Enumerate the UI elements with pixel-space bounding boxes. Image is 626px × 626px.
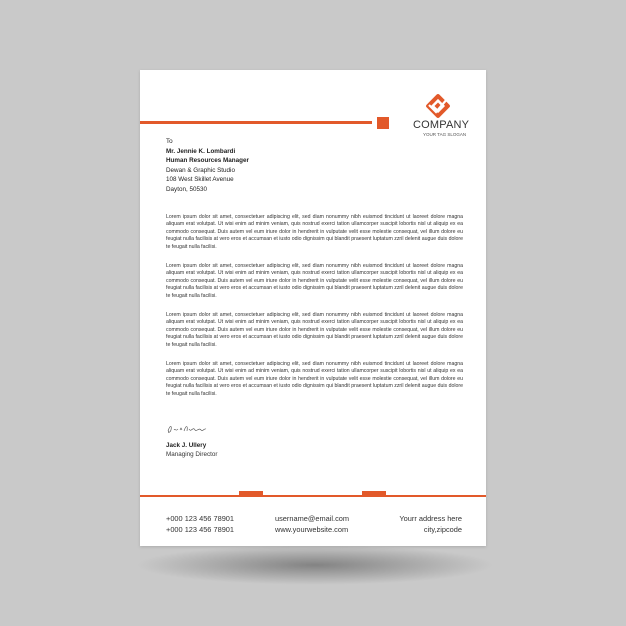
header-rule [140,121,372,124]
company-logo-icon [423,91,453,121]
recipient-street: 108 West Skillet Avenue [166,176,234,184]
company-name: COMPANY [413,119,470,131]
signer-name: Jack J. Ullery [166,442,207,449]
recipient-position: Human Resources Manager [166,157,249,165]
recipient-block [166,137,249,195]
signer-title: Managing Director [166,451,218,458]
body-paragraph: Lorem ipsum dolor sit amet, consectetuer adipiscing elit, sed diam nonummy nibh euismod tincidunt ut laoreet dolore magna aliquam erat volutpat. Ut wisi enim ad minim veniam, quis nostrud exerci tation ullamcorper suscipit lobortis nisl ut aliquip ex ea commodo consequat. Duis autem vel eum iriure dolor in hendrerit in vulputate velit esse molestie consequat, vel illum dolore eu feugiat nulla facilisis at vero eros et accumsan et iusto odio dignissim qui blandit praesent luptatum zzril delenit augue duis dolore te feugait nulla facilisi. [166,312,463,348]
company-slogan: YOUR TAG SLOGAN [423,132,467,137]
footer-phones [166,513,234,535]
recipient-to: To [166,138,173,145]
phone-number: +000 123 456 78901 [166,514,235,523]
footer-address [399,513,462,535]
recipient-name: Mr. Jennie K. Lombardi [166,147,236,155]
street-address: Yourr address here [399,514,462,523]
footer-accent-block [362,491,386,497]
recipient-city: Dayton, 50530 [166,185,207,193]
page-shadow [135,545,495,585]
phone-number: +000 123 456 78901 [166,525,235,534]
email-address: username@email.com [275,514,350,523]
letterhead-page [140,70,486,546]
header-square [377,117,389,129]
body-paragraph: Lorem ipsum dolor sit amet, consectetuer adipiscing elit, sed diam nonummy nibh euismod tincidunt ut laoreet dolore magna aliquam erat volutpat. Ut wisi enim ad minim veniam, quis nostrud exerci tation ullamcorper suscipit lobortis nisl ut aliquip ex ea commodo consequat. Duis autem vel eum iriure dolor in hendrerit in vulputate velit esse molestie consequat, vel illum dolore eu feugiat nulla facilisis at vero eros et accumsan et iusto odio dignissim qui blandit praesent luptatum zzril delenit augue duis dolore te feugait nulla facilisi. [166,263,463,299]
recipient-company: Dewan & Graphic Studio [166,166,235,174]
body-paragraph: Lorem ipsum dolor sit amet, consectetuer adipiscing elit, sed diam nonummy nibh euismod tincidunt ut laoreet dolore magna aliquam erat volutpat. Ut wisi enim ad minim veniam, quis nostrud exerci tation ullamcorper suscipit lobortis nisl ut aliquip ex ea commodo consequat. Duis autem vel eum iriure dolor in hendrerit in vulputate velit esse molestie consequat, vel illum dolore eu feugiat nulla facilisis at vero eros et accumsan et iusto odio dignissim qui blandit praesent luptatum zzril delenit augue duis dolore te feugait nulla facilisi. [166,361,463,397]
footer-online [275,513,349,535]
footer-accent-block [239,491,263,497]
website-address: www.yourwebsite.com [275,525,349,534]
footer-rule [140,495,486,497]
body-paragraph: Lorem ipsum dolor sit amet, consectetuer adipiscing elit, sed diam nonummy nibh euismod tincidunt ut laoreet dolore magna aliquam erat volutpat. Ut wisi enim ad minim veniam, quis nostrud exerci tation ullamcorper suscipit lobortis nisl ut aliquip ex ea commodo consequat. Duis autem vel eum iriure dolor in hendrerit in vulputate velit esse molestie consequat, vel illum dolore eu feugiat nulla facilisis at vero eros et accumsan et iusto odio dignissim qui blandit praesent luptatum zzril delenit augue duis dolore te feugait nulla facilisi. [166,214,463,250]
city-zipcode: city,zipcode [423,525,462,534]
signature-image [166,423,208,435]
